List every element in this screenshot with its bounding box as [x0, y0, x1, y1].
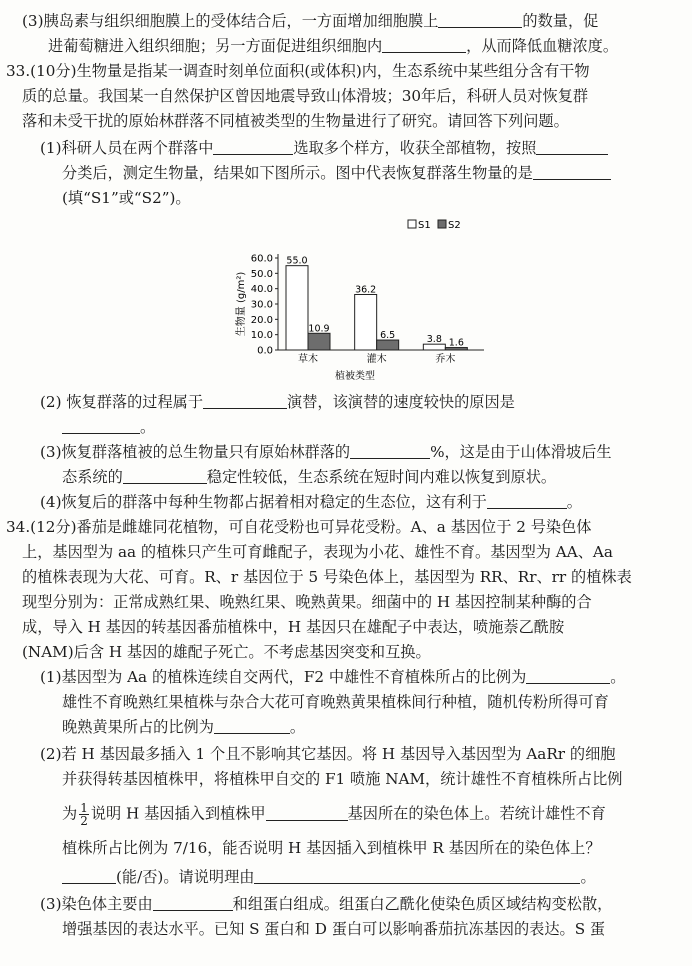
y-tick-label: 60.0: [250, 253, 273, 265]
legend-swatch-s2: [438, 220, 446, 228]
answer-blank[interactable]: [62, 418, 140, 434]
answer-blank[interactable]: [213, 139, 293, 155]
text-segment: 并获得转基因植株甲，将植株甲自交的 F1 喷施 NAM，统计雄性不育植株所占比例: [62, 770, 623, 788]
text-line: [62, 162, 611, 184]
y-tick-label: 0.0: [257, 345, 273, 357]
text-segment: 。: [289, 718, 306, 736]
text-segment: 34.(12分)番茄是雌雄同花植物，可自花受粉也可异花受粉。A、a 基因位于 2 号染色体: [6, 518, 592, 536]
text-segment: 演替，该演替的速度较快的原因是: [287, 393, 515, 411]
answer-blank[interactable]: [438, 12, 522, 28]
y-tick-label: 10.0: [250, 330, 273, 342]
answer-blank[interactable]: [266, 805, 348, 821]
text-line: [22, 110, 569, 132]
text-line: [40, 893, 612, 915]
text-line: [22, 591, 592, 613]
text-segment: 选取多个样方，收获全部植物，按照: [293, 139, 537, 157]
text-line: [62, 918, 605, 940]
text-line: [62, 768, 623, 790]
text-segment: 植株所占比例为 7/16，能否说明 H 基因插入到植株甲 R 基因所在的染色体上？: [62, 839, 601, 857]
legend-label: S1: [418, 220, 431, 231]
bar-s1: [286, 266, 308, 350]
text-line: [62, 466, 556, 488]
x-tick-label: 草木: [298, 354, 318, 365]
text-line: [62, 691, 609, 713]
text-line: [40, 391, 515, 413]
answer-blank[interactable]: [123, 468, 207, 484]
answer-blank[interactable]: [153, 895, 233, 911]
answer-blank[interactable]: [533, 164, 611, 180]
answer-blank[interactable]: [203, 393, 287, 409]
legend-swatch-s1: [408, 220, 416, 228]
text-segment: 33.(10分)生物量是指某一调查时刻单位面积(或体积)内，生态系统中某些组分含有干物: [6, 62, 590, 80]
text-segment: 。: [580, 868, 596, 886]
answer-blank[interactable]: [254, 868, 580, 884]
x-tick-label: 灌木: [366, 354, 387, 365]
text-segment: 成，导入 H 基因的转基因番茄植株中，H 基因只在雄配子中表达，喷施萘乙酰胺: [22, 618, 565, 636]
text-segment: 雄性不育晚熟红果植株与杂合大花可育晚熟黄果植株间行种植，随机传粉所得可育: [62, 693, 609, 711]
text-line: [6, 60, 590, 82]
text-segment: (2) 恢复群落的过程属于: [40, 393, 204, 411]
text-segment: 上，基因型为 aa 的植株只产生可育雌配子，表现为小花、雄性不育。基因型为 AA、Aa: [22, 543, 613, 561]
y-axis-label: 生物量 (g/m²): [236, 271, 247, 337]
text-line: [62, 866, 596, 888]
bar-value-label: 1.6: [448, 337, 464, 349]
legend-label: S2: [448, 220, 461, 231]
text-segment: 。: [610, 668, 626, 686]
text-segment: 的植株表现为大花、可育。R、r 基因位于 5 号染色体上，基因型为 RR、Rr、rr 的植株表: [22, 568, 632, 586]
bar-s2: [377, 340, 399, 350]
text-line: [40, 137, 608, 159]
y-tick-label: 40.0: [250, 284, 273, 296]
fraction-numerator: 1: [80, 801, 88, 815]
text-segment: (3)染色体主要由: [40, 895, 153, 913]
biomass-bar-chart: [222, 214, 522, 384]
text-line: [6, 516, 592, 538]
text-line: [40, 491, 582, 513]
text-segment: (1)科研人员在两个群落中: [40, 139, 214, 157]
text-line: [22, 641, 431, 663]
text-segment: 稳定性较低，生态系统在短时间内难以恢复到原状。: [206, 468, 557, 486]
text-line: [40, 666, 625, 688]
text-segment: 进葡萄糖进入组织细胞；另一方面促进组织细胞内: [48, 37, 383, 55]
text-segment: (3)胰岛素与组织细胞膜上的受体结合后，一方面增加细胞膜上: [22, 12, 439, 30]
bar-s2: [308, 333, 330, 350]
text-segment: (2)若 H 基因最多插入 1 个且不影响其它基因。将 H 基因导入基因型为 AaRr 的细胞: [40, 745, 616, 763]
text-line: [62, 416, 155, 438]
text-segment: 增强基因的表达水平。已知 S 蛋白和 D 蛋白可以影响番茄抗冻基因的表达。S 蛋: [62, 920, 606, 938]
text-segment: (4)恢复后的群落中每种生物都占据着相对稳定的生态位，这有利于: [40, 493, 487, 511]
text-line: [62, 187, 191, 209]
text-segment: 质的总量。我国某一自然保护区曾因地震导致山体滑坡；30年后，科研人员对恢复群: [22, 87, 589, 105]
bar-s1: [355, 294, 377, 350]
x-tick-label: 乔木: [435, 354, 456, 365]
text-segment: ，从而降低血糖浓度。: [466, 37, 618, 55]
text-segment: 为: [62, 804, 78, 823]
chart-legend: [408, 220, 461, 231]
text-segment: (能/否)。请说明理由: [116, 868, 255, 886]
text-line: [22, 10, 598, 32]
answer-blank[interactable]: [62, 868, 116, 884]
text-segment: 的数量，促: [522, 12, 599, 30]
text-line: [48, 35, 618, 57]
fraction: [79, 802, 89, 827]
bar-value-label: 10.9: [308, 323, 330, 335]
text-segment: 态系统的: [62, 468, 123, 486]
answer-blank[interactable]: [526, 668, 610, 684]
text-segment: 。: [140, 418, 156, 436]
answer-blank[interactable]: [487, 493, 567, 509]
text-segment: (3)恢复群落植被的总生物量只有原始林群落的: [40, 443, 351, 461]
bar-value-label: 55.0: [286, 255, 308, 267]
y-tick-label: 50.0: [250, 268, 273, 280]
bar-value-label: 36.2: [355, 284, 377, 296]
text-segment: 晚熟黄果所占的比例为: [62, 718, 214, 736]
text-segment: 基因所在的染色体上。若统计雄性不育: [347, 804, 606, 823]
text-line: [40, 743, 615, 765]
fraction-denominator: 2: [80, 814, 88, 828]
answer-blank[interactable]: [536, 139, 608, 155]
text-segment: %，这是由于山体滑坡后生: [430, 443, 612, 461]
text-line: [62, 802, 606, 827]
text-segment: 。: [566, 493, 582, 511]
text-segment: 现型分别为：正常成熟红果、晚熟红果、晚熟黄果。细菌中的 H 基因控制某种酶的合: [22, 593, 592, 611]
text-segment: (填“S1”或“S2”)。: [62, 189, 191, 207]
answer-blank[interactable]: [350, 443, 430, 459]
text-segment: 和组蛋白组成。组蛋白乙酰化使染色质区域结构变松散，: [232, 895, 613, 913]
text-line: [22, 616, 564, 638]
text-segment: 说明 H 基因插入到植株甲: [90, 804, 266, 823]
bar-value-label: 3.8: [426, 334, 442, 346]
text-line: [62, 716, 305, 738]
text-line: [62, 837, 601, 859]
chart-bars: [286, 256, 467, 365]
text-line: [22, 541, 613, 563]
text-line: [22, 85, 588, 107]
text-line: [40, 441, 612, 463]
text-segment: (NAM)后含 H 基因的雄配子死亡。不考虑基因突变和互换。: [22, 643, 431, 661]
bar-value-label: 6.5: [380, 330, 396, 342]
text-segment: 分类后，测定生物量，结果如下图所示。图中代表恢复群落生物量的是: [62, 164, 533, 182]
text-line: [22, 566, 632, 588]
answer-blank[interactable]: [214, 718, 290, 734]
y-tick-label: 20.0: [250, 314, 273, 326]
y-tick-label: 30.0: [250, 299, 273, 311]
x-axis-label: 植被类型: [335, 371, 375, 382]
text-segment: 落和未受干扰的原始林群落不同植被类型的生物量进行了研究。请回答下列问题。: [22, 112, 569, 130]
text-segment: (1)基因型为 Aa 的植株连续自交两代，F2 中雄性不育植株所占的比例为: [40, 668, 527, 686]
answer-blank[interactable]: [382, 37, 466, 53]
